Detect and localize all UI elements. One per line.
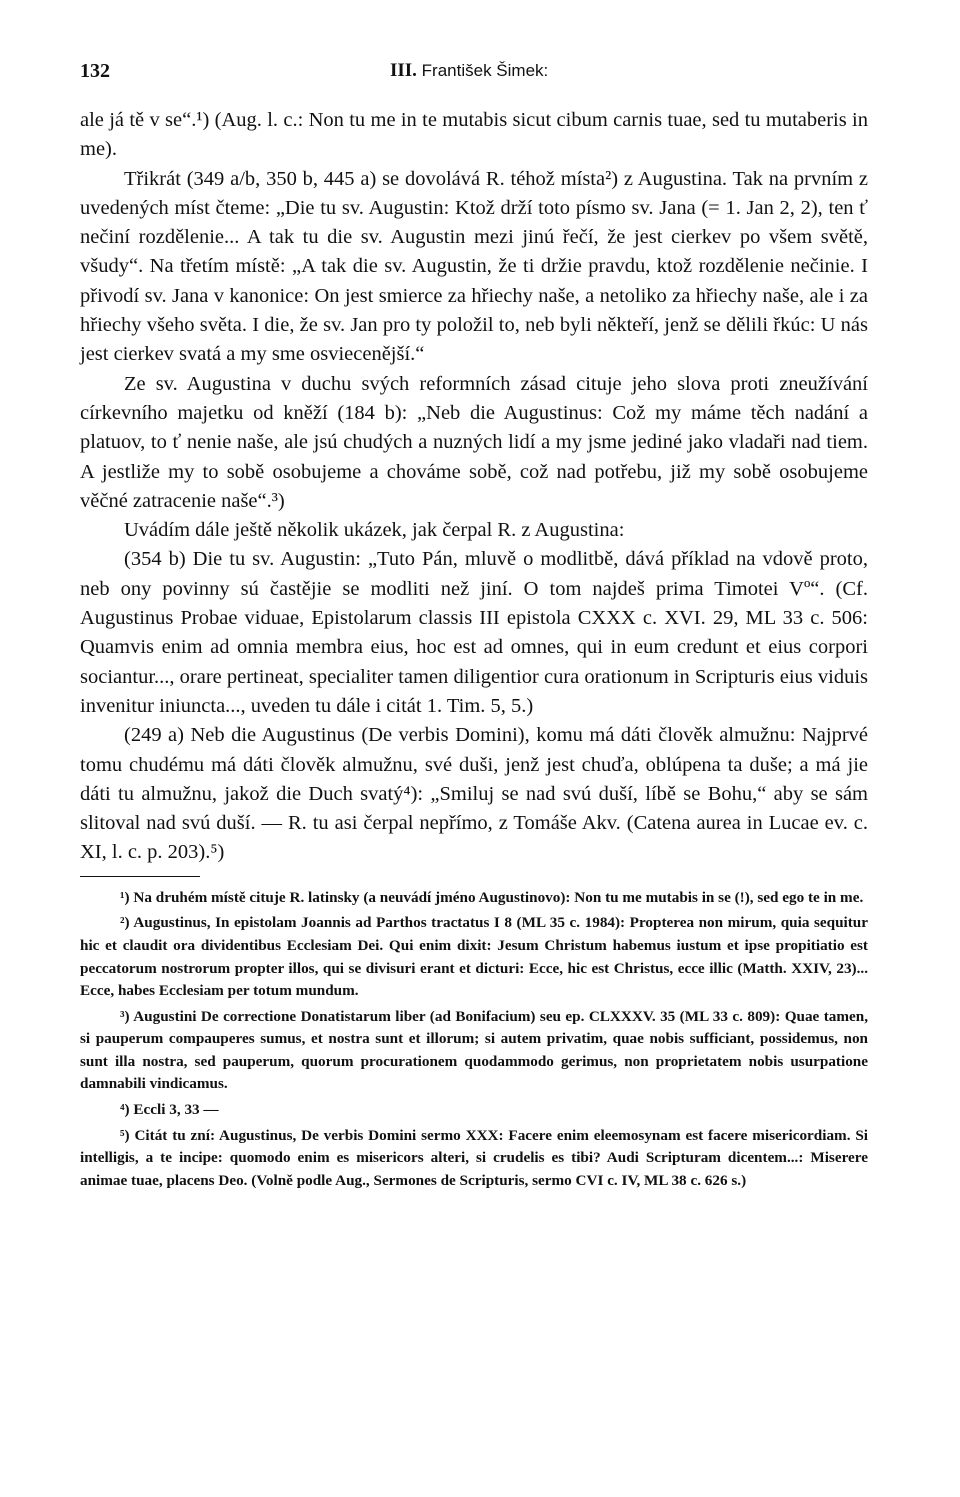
paragraph: (249 a) Neb die Augustinus (De verbis Domini), komu má dáti člověk almužnu: Najprvé tomu chudému má dáti člověk almužnu, své duši, jenž jest chuďa, oblúpena ta duše; a má jie dáti tu almužnu, jakož die Duch svatý⁴): „Smiluj se nad svú duší, líbě se Bohu,“ aby se sám slitoval nad svú duší. — R. tu asi čerpal nepřímo, z Tomáše Akv. (Catena aurea in Lucae ev. c. XI, l. c. p. 203).⁵): [80, 724, 868, 864]
footnotes: [80, 887, 868, 1193]
body-text: [80, 106, 868, 868]
paragraph: (354 b) Die tu sv. Augustin: „Tuto Pán, mluvě o modlitbě, dává příklad na vdově proto, neb ony povinny sú častějie se modliti než jiní. O tom najdeš prima Timotei Vº“. (Cf. Augustinus Probae viduae, Epistolarum classis III epistola CXXX c. XVI. 29, ML 33 c. 506: Quamvis enim ad omnia membra eius, hoc est ad omnes, qui in eum credunt et eius corpori sociantur..., orare pertineat, specialiter tamen diligentior cura orationum in Scripturis eius viduis invenitur iniuncta..., uveden tu dále i citát 1. Tim. 5, 5.): [80, 548, 868, 717]
paragraph: Třikrát (349 a/b, 350 b, 445 a) se dovolává R. téhož místa²) z Augustina. Tak na prvním z uvedených míst čteme: „Die tu sv. Augustin: Ktož drží toto písmo sv. Jana (= 1. Jan 2, 2), ten ť nečiní rozdělenie... A tak tu die sv. Augustin mezi jinú řečí, že jest cierkev po všem světě, všudy“. Na třetím místě: „A tak die sv. Augustin, že ti držie pravdu, ktož rozdělenie nečinie. I přivodí sv. Jana v kanonice: On jest smierce za hřiechy naše, a netoliko za hřiechy naše, ale i za hřiechy všeho světa. I die, že sv. Jan pro ty položil to, neb byli někteří, jenž se dělili řkúc: U nás jest cierkev svatá a my sme osviecenější.“: [80, 167, 868, 366]
footnote: ⁵) Citát tu zní: Augustinus, De verbis Domini sermo XXX: Facere enim eleemosynam est facere misericordiam. Si intelligis, a te incipe: quomodo enim es misericors alteri, si crudelis es tibi? Audi Scripturam dicentem...: Miserere animae tuae, placens Deo. (Volně podle Aug., Sermones de Scripturis, sermo CVI c. IV, ML 38 c. 626 s.): [80, 1126, 868, 1189]
paragraph: ale já tě v se“.¹) (Aug. l. c.: Non tu me in te mutabis sicut cibum carnis tuae, sed tu mutaberis in me).: [80, 109, 868, 161]
footnote-divider: [80, 876, 200, 877]
page: [80, 60, 868, 1195]
paragraph: Uvádím dále ještě několik ukázek, jak čerpal R. z Augustina:: [124, 519, 625, 542]
running-header: [80, 60, 868, 100]
author-name: František Šimek:: [421, 61, 549, 80]
paragraph: Ze sv. Augustina v duchu svých reformních zásad cituje jeho slova proti zneužívání církevního majetku od kněží (184 b): „Neb die Augustinus: Což my máme těch nadání a platuov, to ť nenie naše, ale jsú chudých a nuzných lidí a my jsme jediné jako vladaři nad tiem. A jestliže my to sobě osobujeme a chováme sobě, což nad potřebu, již my sobě osobujeme věčné zatracenie naše“.³): [80, 372, 868, 512]
running-head: [390, 60, 548, 82]
footnote: ⁴) Eccli 3, 33 —: [120, 1101, 219, 1119]
footnote: ²) Augustinus, In epistolam Joannis ad Parthos tractatus I 8 (ML 35 c. 1984): Propterea non mirum, quia sequitur hic et claudit ora dividentibus Ecclesiam Dei. Qui enim dixit: Jesum Christum habemus iustum et ipse propitiatio est peccatorum nostrorum propter illos, qui se divisuri erant et dicturi: Ecce, hic est Christus, ecce illic (Matth. XXIV, 23)... Ecce, habes Ecclesiam per totum mundum.: [80, 914, 868, 1000]
section-numeral: III.: [390, 60, 417, 81]
page-number: 132: [80, 60, 110, 82]
footnote: ³) Augustini De correctione Donatistarum liber (ad Bonifacium) seu ep. CLXXXV. 35 (ML 33 c. 809): Quae tamen, si pauperum compauperes sumus, et nostra sunt et illorum; si autem privatim, quae nobis sufficiant, possidemus, non sunt illa nostra, sed pauperum, quorum procurationem quodammodo gerimus, non proprietatem nobis usurpatione damnabili vindicamus.: [80, 1007, 868, 1093]
footnote: ¹) Na druhém místě cituje R. latinsky (a neuvádí jméno Augustinovo): Non tu me mutabis in se (!), sed ego te in me.: [120, 888, 864, 906]
